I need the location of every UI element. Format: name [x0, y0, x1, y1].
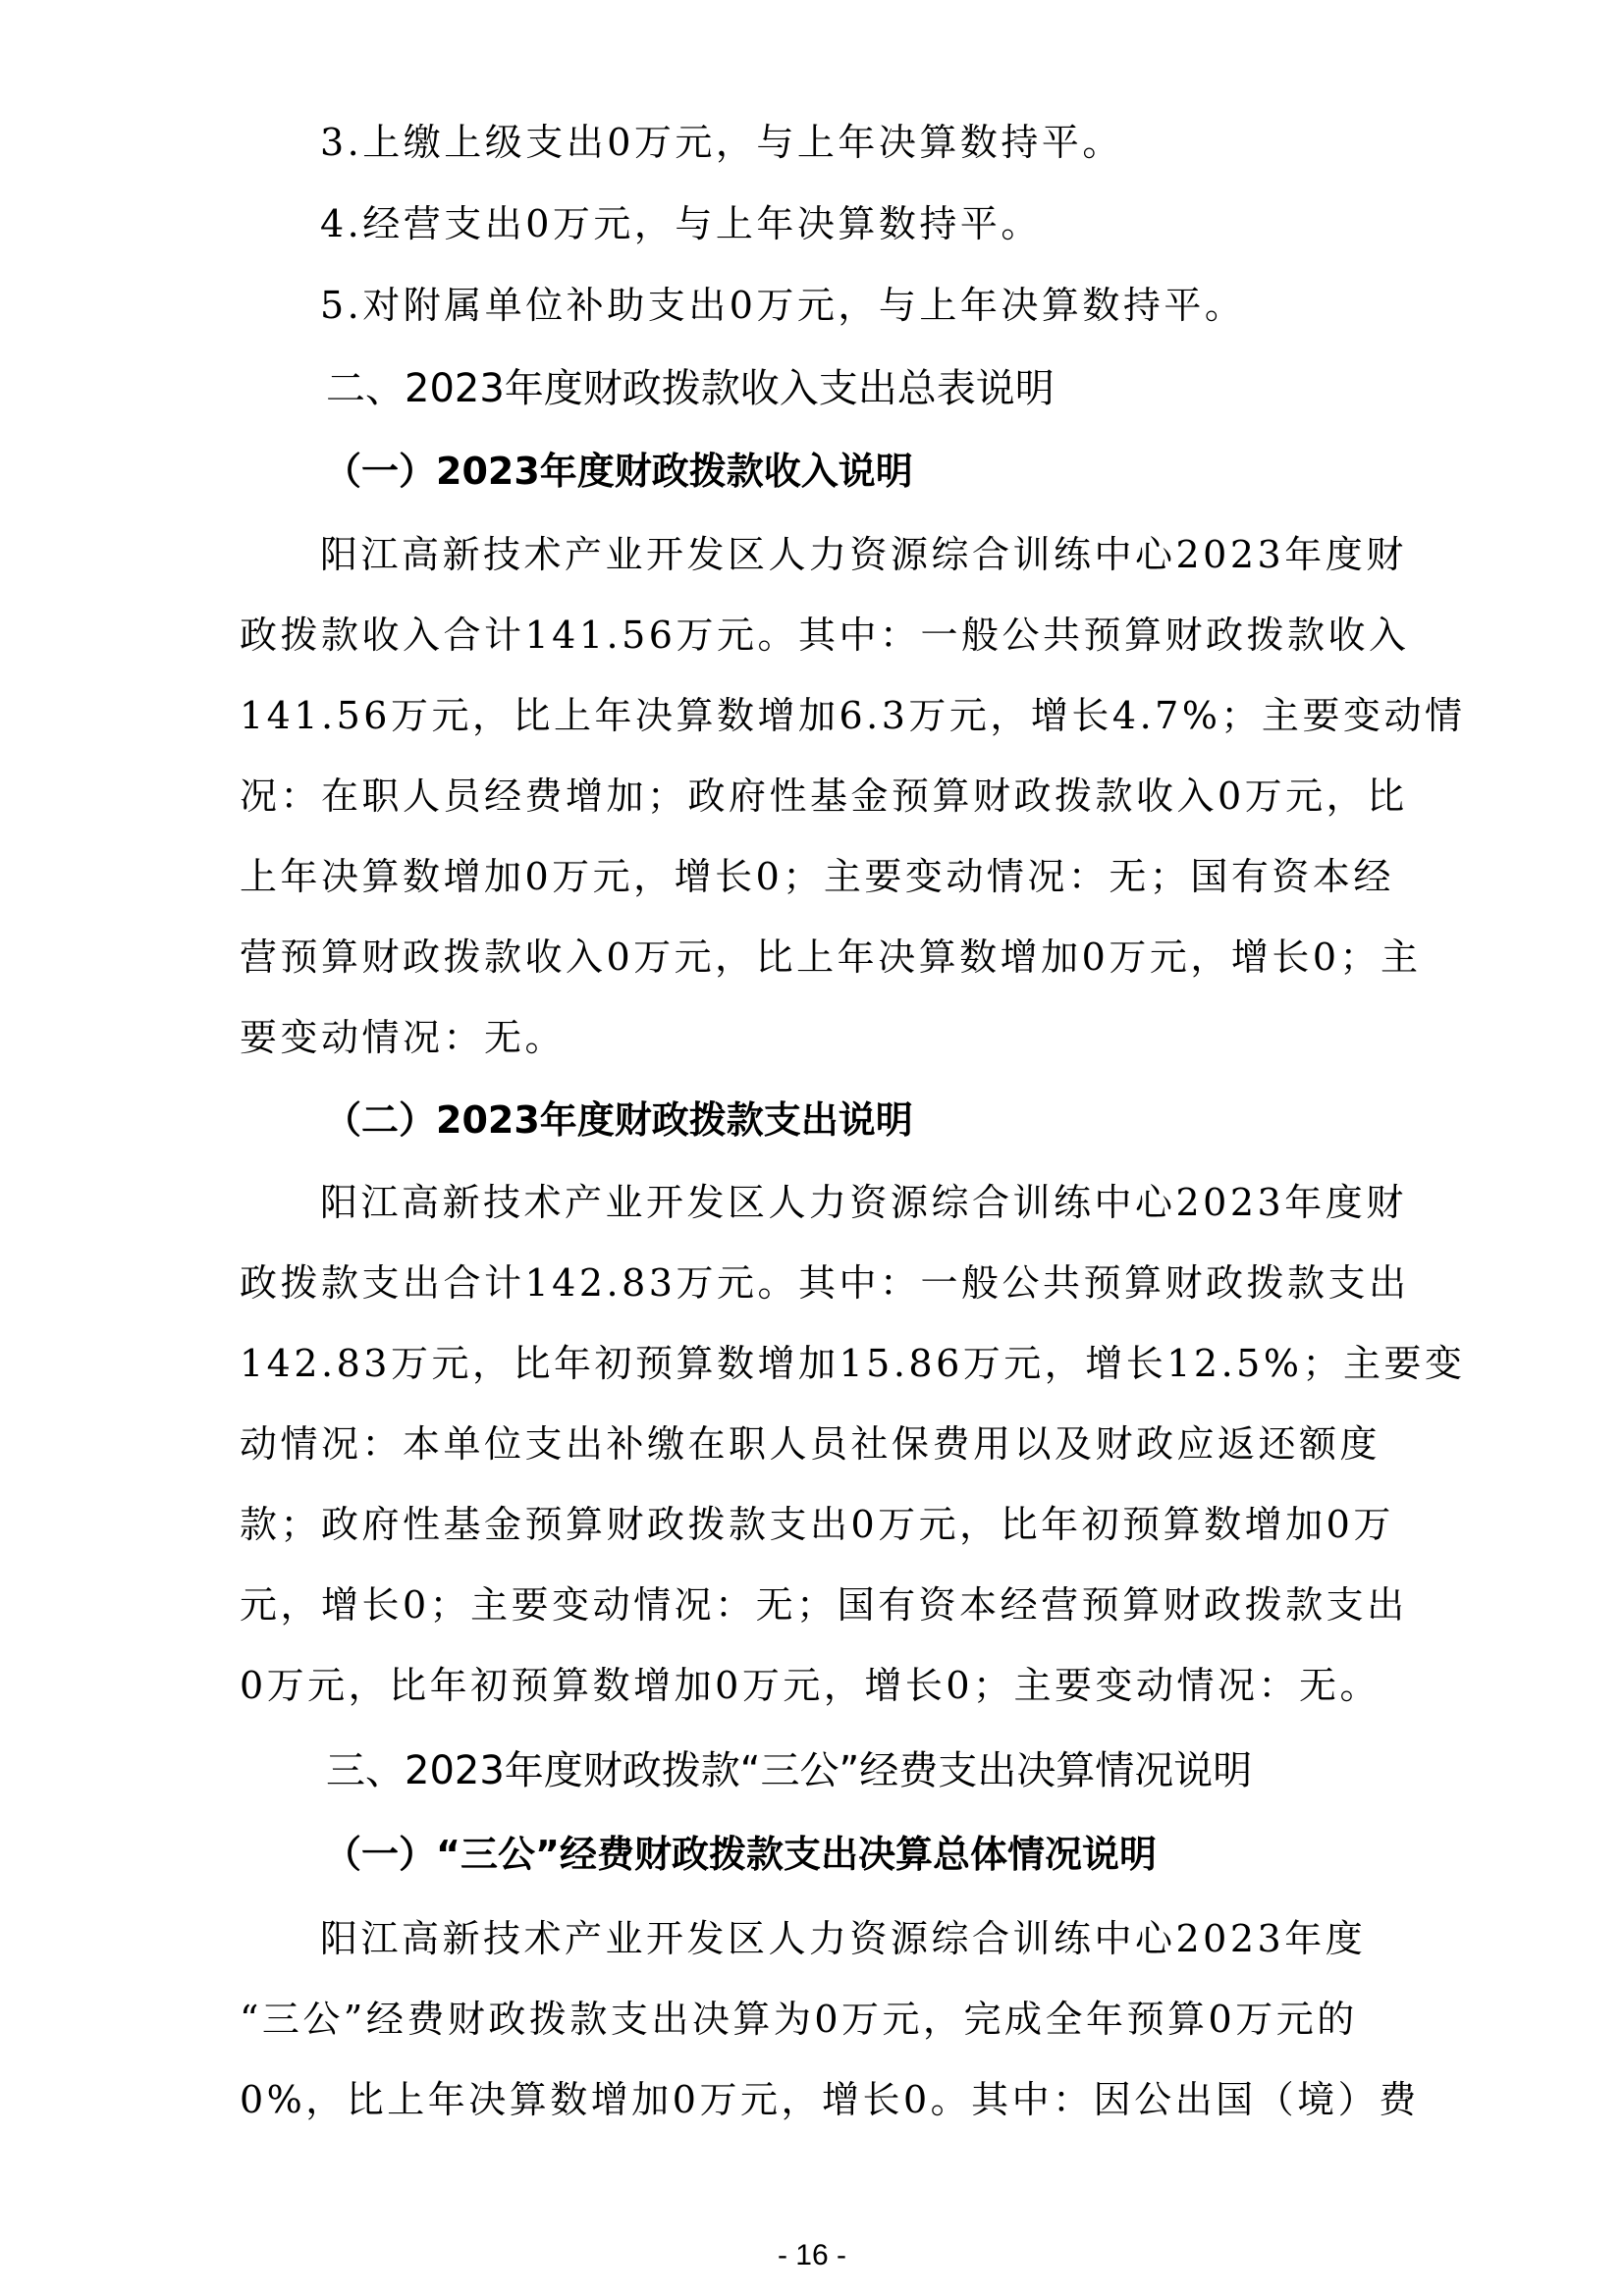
subsection-heading-2-2: （二）2023年度财政拨款支出说明 — [324, 1098, 913, 1142]
paragraph-line: 政拨款收入合计141.56万元。其中：一般公共预算财政拨款收入 — [240, 614, 1410, 657]
paragraph-line: 要变动情况：无。 — [240, 1016, 567, 1059]
paragraph-line: 元，增长0；主要变动情况：无；国有资本经营预算财政拨款支出 — [240, 1583, 1408, 1627]
paragraph-line: 阳江高新技术产业开发区人力资源综合训练中心2023年度财 — [320, 533, 1407, 576]
section-heading-2: 二、2023年度财政拨款收入支出总表说明 — [326, 366, 1055, 411]
paragraph-line: “三公”经费财政拨款支出决算为0万元，完成全年预算0万元的 — [240, 1998, 1358, 2041]
paragraph-line: 0万元，比年初预算数增加0万元，增长0；主要变动情况：无。 — [240, 1664, 1381, 1707]
paragraph-line: 上年决算数增加0万元，增长0；主要变动情况：无；国有资本经 — [240, 855, 1394, 898]
paragraph-line: 政拨款支出合计142.83万元。其中：一般公共预算财政拨款支出 — [240, 1261, 1410, 1305]
paragraph-line: 况：在职人员经费增加；政府性基金预算财政拨款收入0万元，比 — [240, 774, 1408, 818]
page-number: - 16 - — [777, 2239, 847, 2271]
paragraph-line: 0%，比上年决算数增加0万元，增长0。其中：因公出国（境）费 — [240, 2078, 1420, 2121]
subsection-heading-3-1: （一）“三公”经费财政拨款支出决算总体情况说明 — [324, 1833, 1157, 1876]
paragraph-line: 动情况：本单位支出补缴在职人员社保费用以及财政应返还额度 — [240, 1422, 1381, 1466]
paragraph-line: 142.83万元，比年初预算数增加15.86万元，增长12.5%；主要变 — [240, 1342, 1466, 1385]
paragraph-line: 阳江高新技术产业开发区人力资源综合训练中心2023年度财 — [320, 1181, 1407, 1224]
paragraph-line: 141.56万元，比上年决算数增加6.3万元，增长4.7%；主要变动情 — [240, 694, 1466, 737]
subsection-heading-2-1: （一）2023年度财政拨款收入说明 — [324, 450, 913, 493]
list-item-3: 3.上缴上级支出0万元，与上年决算数持平。 — [320, 121, 1123, 164]
list-item-4: 4.经营支出0万元，与上年决算数持平。 — [320, 202, 1042, 245]
paragraph-line: 款；政府性基金预算财政拨款支出0万元，比年初预算数增加0万 — [240, 1503, 1394, 1546]
list-item-5: 5.对附属单位补助支出0万元，与上年决算数持平。 — [320, 284, 1246, 327]
section-heading-3: 三、2023年度财政拨款“三公”经费支出决算情况说明 — [326, 1748, 1253, 1793]
paragraph-line: 营预算财政拨款收入0万元，比上年决算数增加0万元，增长0；主 — [240, 935, 1422, 979]
paragraph-line: 阳江高新技术产业开发区人力资源综合训练中心2023年度 — [320, 1917, 1367, 1960]
